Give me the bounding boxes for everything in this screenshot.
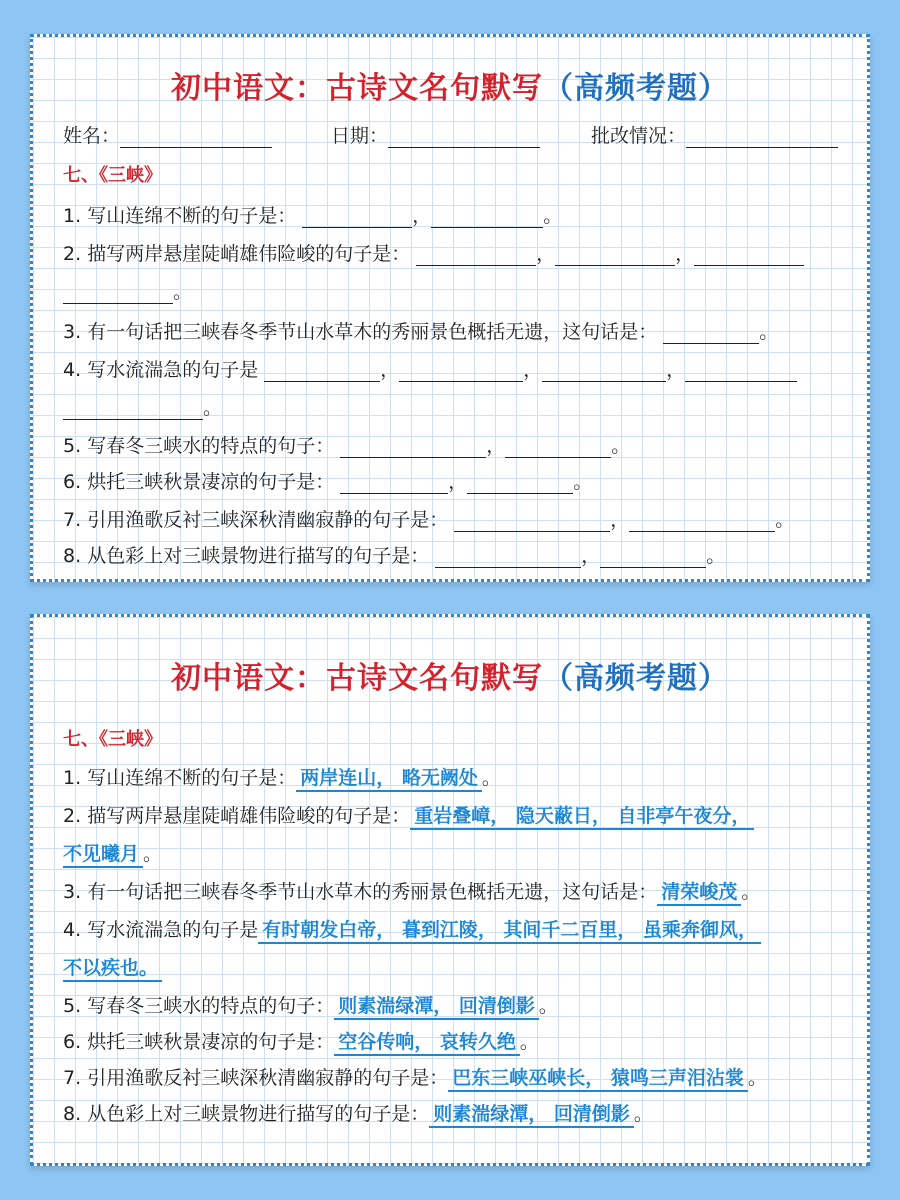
title-paren: （高频考题） — [543, 661, 729, 696]
question-number: 1. — [63, 205, 82, 227]
question-text: 烘托三峡秋景凄凉的句子是： — [87, 471, 335, 493]
section-heading: 七、《三峡》 — [63, 165, 162, 186]
question-text: 写山连绵不断的句子是： — [87, 767, 297, 789]
answer-row-1 — [63, 763, 847, 790]
answer-blank — [629, 513, 775, 532]
question-number: 2. — [63, 243, 82, 265]
answer-blank — [340, 475, 448, 494]
question-number: 4. — [63, 359, 82, 381]
answer-text: 则素湍绿潭， 回清倒影 — [334, 995, 539, 1020]
name-blank — [120, 129, 272, 148]
answer-text: 清荣峻茂 — [657, 881, 741, 906]
end-mark: 。 — [573, 471, 593, 493]
end-mark: 。 — [543, 205, 563, 227]
end-mark: 。 — [775, 509, 795, 531]
answer-text: 有时朝发白帝， 暮到江陵， 其间千二百里， 虽乘奔御风， — [258, 919, 761, 944]
student-info-row — [63, 121, 839, 147]
question-text: 写山连绵不断的句子是： — [87, 205, 297, 227]
end-mark: 。 — [538, 995, 558, 1017]
comma: ， — [380, 359, 400, 381]
name-label: 姓名： — [63, 125, 121, 147]
question-text: 有一句话把三峡春冬季节山水草木的秀丽景色概括无遗，这句话是： — [87, 881, 658, 903]
answer-blank — [416, 247, 536, 266]
question-7 — [63, 505, 847, 532]
grade-field — [591, 121, 838, 148]
comma: ， — [675, 243, 695, 265]
end-mark: 。 — [203, 397, 223, 419]
answer-text: 两岸连山， 略无阙处 — [296, 767, 482, 792]
answer-blank — [600, 549, 706, 568]
end-mark: 。 — [611, 435, 631, 457]
question-text: 写水流湍急的句子是 — [87, 359, 259, 381]
end-mark: 。 — [143, 843, 163, 865]
answer-row-8 — [63, 1099, 847, 1126]
date-blank — [388, 129, 540, 148]
answer-key-title — [33, 653, 867, 697]
question-number: 5. — [63, 435, 82, 457]
question-number: 4. — [63, 919, 82, 941]
answer-blank — [63, 401, 203, 420]
question-text: 引用渔歌反衬三峡深秋清幽寂静的句子是： — [87, 1067, 449, 1089]
answer-row-2-continued — [63, 839, 847, 866]
date-field — [331, 121, 540, 148]
end-mark: 。 — [633, 1103, 653, 1125]
question-5 — [63, 431, 847, 458]
question-text: 有一句话把三峡春冬季节山水草木的秀丽景色概括无遗，这句话是： — [87, 321, 658, 343]
answer-blank — [505, 439, 611, 458]
answer-blank — [467, 475, 573, 494]
question-number: 1. — [63, 767, 82, 789]
end-mark: 。 — [519, 1031, 539, 1053]
comma: ， — [610, 509, 630, 531]
question-text: 写春冬三峡水的特点的句子： — [87, 435, 335, 457]
section-heading: 七、《三峡》 — [63, 729, 162, 750]
answer-blank — [340, 439, 486, 458]
worksheet-card — [30, 34, 870, 582]
question-number: 3. — [63, 321, 82, 343]
end-mark: 。 — [173, 281, 193, 303]
question-number: 7. — [63, 1067, 82, 1089]
question-number: 7. — [63, 509, 82, 531]
answer-row-3 — [63, 877, 847, 904]
question-text: 引用渔歌反衬三峡深秋清幽寂静的句子是： — [87, 509, 449, 531]
answer-blank — [685, 363, 797, 382]
comma: ， — [581, 545, 601, 567]
answer-blank — [63, 285, 173, 304]
comma: ， — [448, 471, 468, 493]
question-text: 描写两岸悬崖陡峭雄伟险峻的句子是： — [87, 805, 411, 827]
question-6 — [63, 467, 847, 494]
answer-row-6 — [63, 1027, 847, 1054]
question-text: 烘托三峡秋景凄凉的句子是： — [87, 1031, 335, 1053]
end-mark: 。 — [747, 1067, 767, 1089]
comma: ， — [536, 243, 556, 265]
answer-row-7 — [63, 1063, 847, 1090]
question-number: 8. — [63, 1103, 82, 1125]
comma: ， — [486, 435, 506, 457]
date-label: 日期： — [331, 125, 389, 147]
answer-text: 重岩叠嶂， 隐天蔽日， 自非亭午夜分， — [410, 805, 754, 830]
end-mark: 。 — [741, 881, 761, 903]
title-paren: （高频考题） — [543, 71, 729, 106]
end-mark: 。 — [481, 767, 501, 789]
question-text: 从色彩上对三峡景物进行描写的句子是： — [87, 545, 430, 567]
comma: ， — [666, 359, 686, 381]
answer-text: 则素湍绿潭， 回清倒影 — [429, 1103, 634, 1128]
answer-blank — [694, 247, 804, 266]
comma: ， — [412, 205, 432, 227]
question-text: 从色彩上对三峡景物进行描写的句子是： — [87, 1103, 430, 1125]
question-number: 6. — [63, 1031, 82, 1053]
answer-blank — [435, 549, 581, 568]
answer-row-5 — [63, 991, 847, 1018]
name-field — [63, 121, 272, 148]
title-main: 初中语文：古诗文名句默写 — [171, 71, 543, 106]
answer-blank — [454, 513, 610, 532]
answer-row-4 — [63, 915, 847, 942]
question-4-continued — [63, 393, 847, 420]
question-2-continued — [63, 277, 847, 304]
question-number: 8. — [63, 545, 82, 567]
question-8 — [63, 541, 847, 568]
answer-blank — [399, 363, 523, 382]
question-1 — [63, 201, 847, 228]
answer-key-card — [30, 614, 870, 1166]
comma: ， — [523, 359, 543, 381]
answer-blank — [431, 209, 543, 228]
question-number: 3. — [63, 881, 82, 903]
question-number: 2. — [63, 805, 82, 827]
question-number: 5. — [63, 995, 82, 1017]
answer-blank — [663, 325, 759, 344]
grade-label: 批改情况： — [591, 125, 687, 147]
answer-blank — [542, 363, 666, 382]
answer-row-2 — [63, 801, 847, 828]
answer-text: 不见曦月 — [63, 843, 143, 868]
question-3 — [63, 317, 847, 344]
question-text: 写水流湍急的句子是 — [87, 919, 259, 941]
end-mark: 。 — [706, 545, 726, 567]
worksheet-title — [33, 63, 867, 107]
question-4 — [63, 355, 847, 382]
answer-blank — [302, 209, 412, 228]
grade-blank — [686, 129, 838, 148]
answer-text: 空谷传响， 哀转久绝 — [334, 1031, 520, 1056]
answer-text: 不以疾也。 — [63, 957, 162, 982]
answer-row-4-continued — [63, 953, 847, 980]
question-number: 6. — [63, 471, 82, 493]
answer-blank — [555, 247, 675, 266]
answer-text: 巴东三峡巫峡长， 猿鸣三声泪沾裳 — [448, 1067, 748, 1092]
question-text: 描写两岸悬崖陡峭雄伟险峻的句子是： — [87, 243, 411, 265]
end-mark: 。 — [759, 321, 779, 343]
question-2 — [63, 239, 847, 266]
question-text: 写春冬三峡水的特点的句子： — [87, 995, 335, 1017]
answer-blank — [264, 363, 380, 382]
title-main: 初中语文：古诗文名句默写 — [171, 661, 543, 696]
